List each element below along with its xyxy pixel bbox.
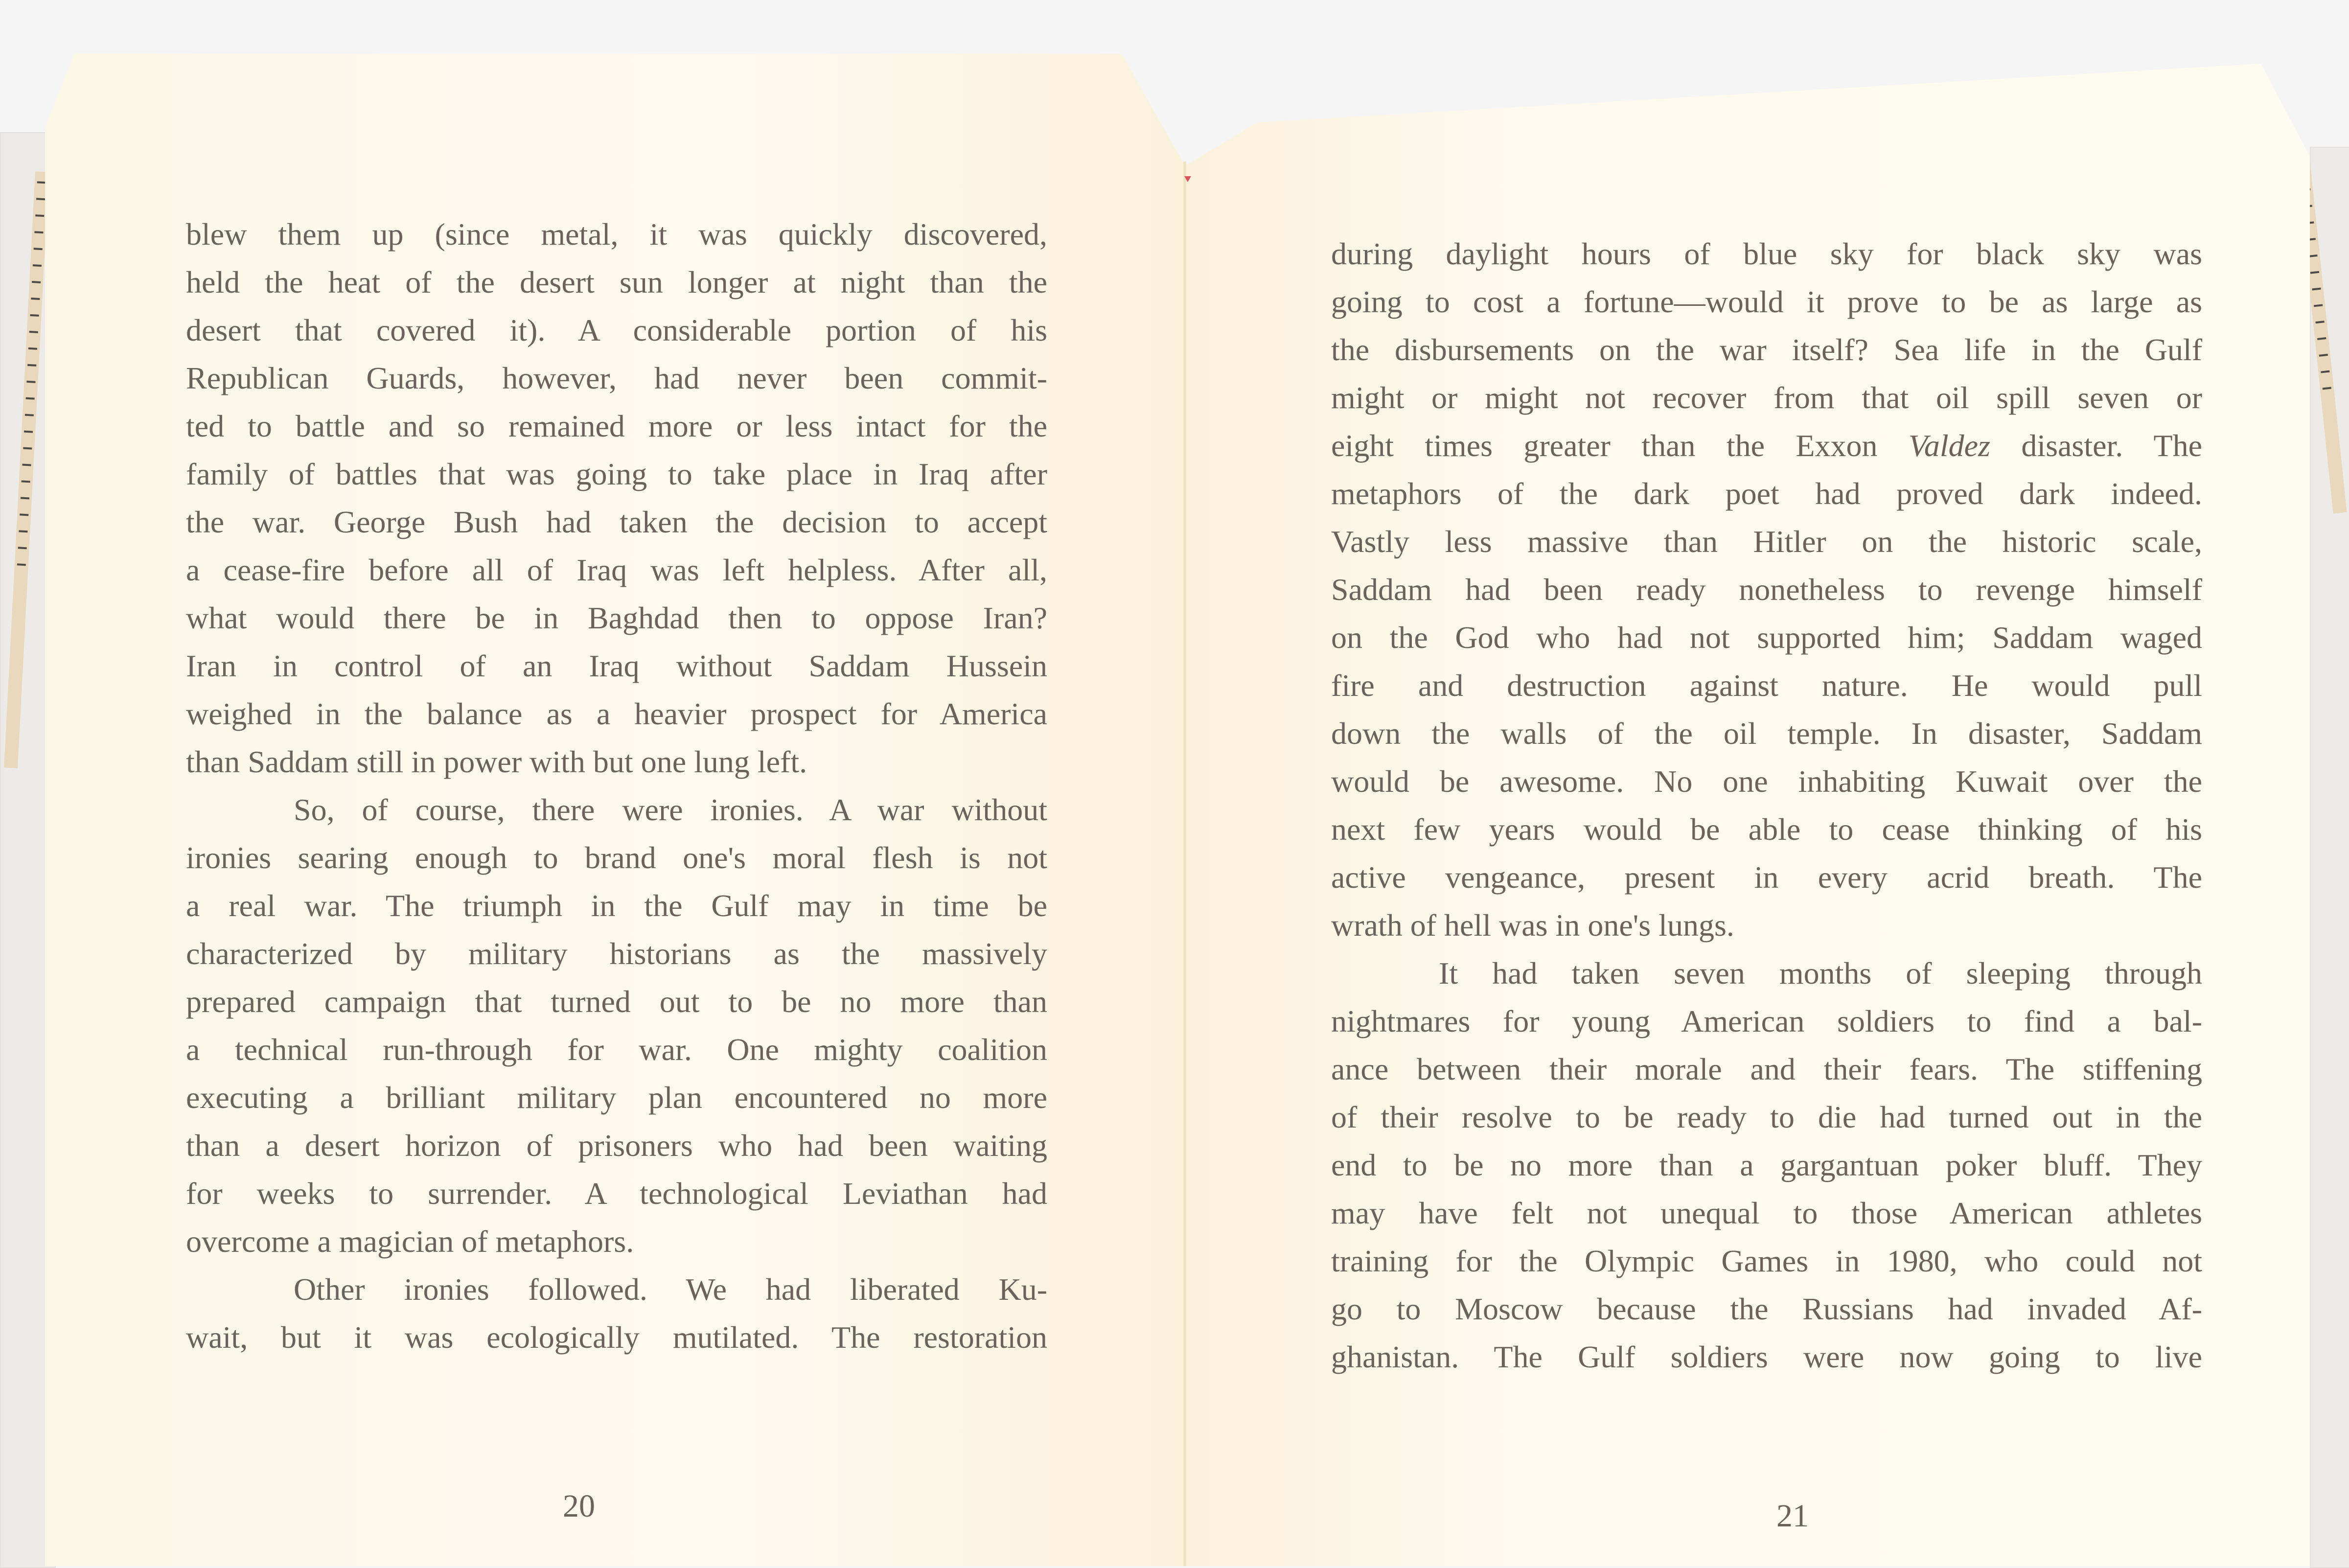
- text-line: eight times greater than the Exxon Valdez disaster. The: [1331, 428, 2202, 463]
- text-line: for weeks to surrender. A technological Leviathan had: [186, 1176, 1047, 1211]
- bookmark-ribbon-icon: [1184, 176, 1191, 182]
- text-line: held the heat of the desert sun longer at night than the: [186, 265, 1047, 300]
- text-line: Other ironies followed. We had liberated Ku-: [294, 1272, 1047, 1307]
- text-line: of their resolve to be ready to die had turned out in the: [1331, 1100, 2202, 1134]
- text-line: It had taken seven months of sleeping through: [1439, 956, 2202, 991]
- text-line: than a desert horizon of prisoners who had been waiting: [186, 1128, 1047, 1163]
- page-number-right: 21: [1776, 1498, 1809, 1534]
- text-line: a cease-fire before all of Iraq was left helpless. After all,: [186, 553, 1047, 587]
- text-line: go to Moscow because the Russians had invaded Af-: [1331, 1291, 2202, 1326]
- text-line: would be awesome. No one inhabiting Kuwait over the: [1331, 764, 2202, 799]
- text-line: So, of course, there were ironies. A war without: [294, 792, 1047, 827]
- text-line: ironies searing enough to brand one's moral flesh is not: [186, 840, 1047, 875]
- text-line: wrath of hell was in one's lungs.: [1331, 908, 1734, 943]
- text-line: desert that covered it). A considerable portion of his: [186, 313, 1047, 347]
- text-line: a real war. The triumph in the Gulf may in time be: [186, 888, 1047, 923]
- text-line: characterized by military historians as the massively: [186, 936, 1047, 971]
- text-line: end to be no more than a gargantuan poker bluff. They: [1331, 1148, 2202, 1182]
- text-line: blew them up (since metal, it was quickly discovered,: [186, 217, 1047, 252]
- text-line: weighed in the balance as a heavier prospect for America: [186, 696, 1047, 731]
- text-line: nightmares for young American soldiers to find a bal-: [1331, 1004, 2202, 1038]
- text-line: than Saddam still in power with but one lung left.: [186, 744, 807, 779]
- text-line: next few years would be able to cease thinking of his: [1331, 812, 2202, 847]
- text-line: ted to battle and so remained more or less intact for the: [186, 409, 1047, 443]
- text-line: Iran in control of an Iraq without Saddam Hussein: [186, 648, 1047, 683]
- text-line: going to cost a fortune—would it prove to be as large as: [1331, 284, 2202, 319]
- text-line: overcome a magician of metaphors.: [186, 1224, 634, 1259]
- right-page-body: [1331, 230, 2202, 1381]
- italic-title: Valdez: [1908, 428, 1990, 463]
- text-line: the disbursements on the war itself? Sea life in the Gulf: [1331, 332, 2202, 367]
- text-line: Republican Guards, however, had never been commit-: [186, 361, 1047, 395]
- text-line: executing a brilliant military plan encountered no more: [186, 1080, 1047, 1115]
- text-line: the war. George Bush had taken the decision to accept: [186, 505, 1047, 539]
- left-page-body: [186, 210, 1047, 1361]
- text-line: prepared campaign that turned out to be no more than: [186, 984, 1047, 1019]
- text-line: down the walls of the oil temple. In disaster, Saddam: [1331, 716, 2202, 751]
- text-line: ghanistan. The Gulf soldiers were now going to live: [1331, 1339, 2202, 1374]
- text-line: fire and destruction against nature. He would pull: [1331, 668, 2202, 703]
- text-line: may have felt not unequal to those American athletes: [1331, 1196, 2202, 1230]
- text-line: might or might not recover from that oil spill seven or: [1331, 380, 2202, 415]
- text-line: during daylight hours of blue sky for black sky was: [1331, 236, 2202, 271]
- text-line: Saddam had been ready nonetheless to revenge himself: [1331, 572, 2202, 607]
- page-number-left: 20: [563, 1488, 595, 1524]
- text-line: what would there be in Baghdad then to oppose Iran?: [186, 600, 1047, 635]
- text-line: training for the Olympic Games in 1980, who could not: [1331, 1244, 2202, 1278]
- text-line: Vastly less massive than Hitler on the historic scale,: [1331, 524, 2202, 559]
- text-line: wait, but it was ecologically mutilated. The restoration: [186, 1320, 1047, 1355]
- text-line: on the God who had not supported him; Saddam waged: [1331, 620, 2202, 655]
- book-spine: [1183, 161, 1186, 1566]
- text-line: metaphors of the dark poet had proved dark indeed.: [1331, 476, 2202, 511]
- text-line: family of battles that was going to take place in Iraq after: [186, 457, 1047, 491]
- text-line: active vengeance, present in every acrid breath. The: [1331, 860, 2202, 895]
- text-line: a technical run-through for war. One mighty coalition: [186, 1032, 1047, 1067]
- text-line: ance between their morale and their fears. The stiffening: [1331, 1052, 2202, 1086]
